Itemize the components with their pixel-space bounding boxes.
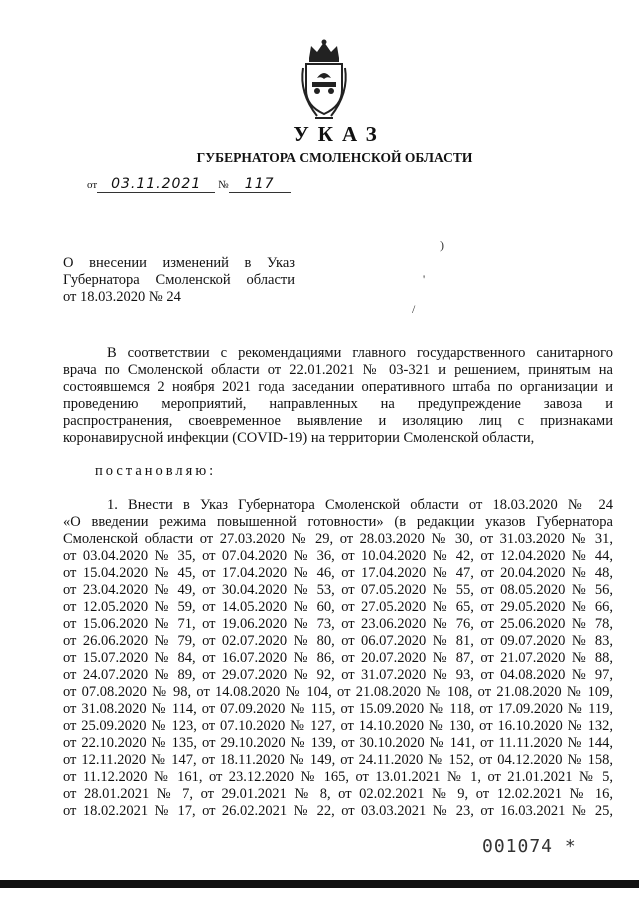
preamble-line: состоявшемся 2 ноября 2021 года заседании оперативного штаба по организации и (63, 379, 613, 395)
preamble-line: В соответствии с рекомендациями главного государственного санитарного (107, 345, 613, 361)
clause-line: от 25.09.2020 № 123, от 07.10.2020 № 127, от 14.10.2020 № 130, от 16.10.2020 № 132, (63, 718, 613, 734)
preamble-line: проведению мероприятий, направленных на предупреждение завоза и (63, 396, 613, 412)
clause-line: от 11.12.2020 № 161, от 23.12.2020 № 165, от 13.01.2021 № 1, от 21.01.2021 № 5, (63, 769, 613, 785)
document-title: УКАЗ (293, 122, 386, 146)
clause-line: от 28.01.2021 № 7, от 29.01.2021 № 8, от 02.02.2021 № 9, от 12.02.2021 № 16, (63, 786, 613, 802)
clause-line: 1. Внести в Указ Губернатора Смоленской области от 18.03.2020 № 24 (107, 497, 613, 513)
resolve-heading: постановляю: (95, 463, 217, 479)
subject-line: от 18.03.2020 № 24 (63, 289, 181, 305)
scan-mark: / (412, 302, 416, 316)
clause-line: от 07.08.2020 № 98, от 14.08.2020 № 104, от 21.08.2020 № 108, от 21.08.2020 № 109, (63, 684, 613, 700)
document-subtitle: ГУБЕРНАТОРА СМОЛЕНСКОЙ ОБЛАСТИ (196, 150, 473, 165)
clause-line: Смоленской области от 27.03.2020 № 29, от 28.03.2020 № 30, от 31.03.2020 № 31, (63, 531, 613, 547)
clause-line: от 15.04.2020 № 45, от 17.04.2020 № 46, от 17.04.2020 № 47, от 20.04.2020 № 48, (63, 565, 613, 581)
clause-line: от 18.02.2021 № 17, от 26.02.2021 № 22, от 03.03.2021 № 23, от 16.03.2021 № 25, (63, 803, 613, 819)
clause-line: от 03.04.2020 № 35, от 07.04.2020 № 36, от 10.04.2020 № 42, от 12.04.2020 № 44, (63, 548, 613, 564)
subject-line: О внесении изменений в Указ (63, 255, 295, 271)
scan-edge-bar (0, 880, 639, 888)
document-number: 117 (229, 176, 291, 193)
clause-line: от 22.10.2020 № 135, от 29.10.2020 № 139, от 30.10.2020 № 141, от 11.11.2020 № 144, (63, 735, 613, 751)
clause-line: «О введении режима повышенной готовности» (в редакции указов Губернатора (63, 514, 613, 530)
clause-line: от 12.11.2020 № 147, от 18.11.2020 № 149, от 24.11.2020 № 152, от 04.12.2020 № 158, (63, 752, 613, 768)
subject-line: Губернатора Смоленской области (63, 272, 295, 288)
date-label: от (87, 179, 98, 191)
clause-line: от 15.06.2020 № 71, от 19.06.2020 № 73, от 23.06.2020 № 76, от 25.06.2020 № 78, (63, 616, 613, 632)
clause-1-paragraph (63, 497, 613, 820)
preamble-line: коронавирусной инфекции (COVID-19) на территории Смоленской области, (63, 430, 535, 446)
date-number-line (87, 176, 291, 193)
clause-line: от 26.06.2020 № 79, от 02.07.2020 № 80, от 06.07.2020 № 81, от 09.07.2020 № 83, (63, 633, 613, 649)
subject-block (63, 255, 295, 306)
document-date: 03.11.2021 (97, 176, 215, 193)
number-label: № (218, 179, 229, 191)
scan-mark: ) (440, 238, 444, 252)
clause-line: от 24.07.2020 № 89, от 29.07.2020 № 92, от 31.07.2020 № 93, от 04.08.2020 № 97, (63, 667, 613, 683)
clause-line: от 23.04.2020 № 49, от 30.04.2020 № 53, от 07.05.2020 № 55, от 08.05.2020 № 56, (63, 582, 613, 598)
document-serial-number: 001074 * (482, 836, 577, 857)
preamble-line: врача по Смоленской области от 22.01.2021 № 03-321 и решением, принятым на (63, 362, 613, 378)
preamble-line: распространения, своевременное выявление и изоляцию лиц с признаками (63, 413, 613, 429)
clause-line: от 12.05.2020 № 59, от 14.05.2020 № 60, от 27.05.2020 № 65, от 29.05.2020 № 66, (63, 599, 613, 615)
preamble-paragraph (63, 345, 613, 447)
scan-mark: ' (423, 272, 426, 286)
clause-line: от 15.07.2020 № 84, от 16.07.2020 № 86, от 20.07.2020 № 87, от 21.07.2020 № 88, (63, 650, 613, 666)
coat-of-arms-icon (297, 38, 351, 120)
clause-line: от 31.08.2020 № 114, от 07.09.2020 № 115, от 15.09.2020 № 118, от 17.09.2020 № 119, (63, 701, 613, 717)
